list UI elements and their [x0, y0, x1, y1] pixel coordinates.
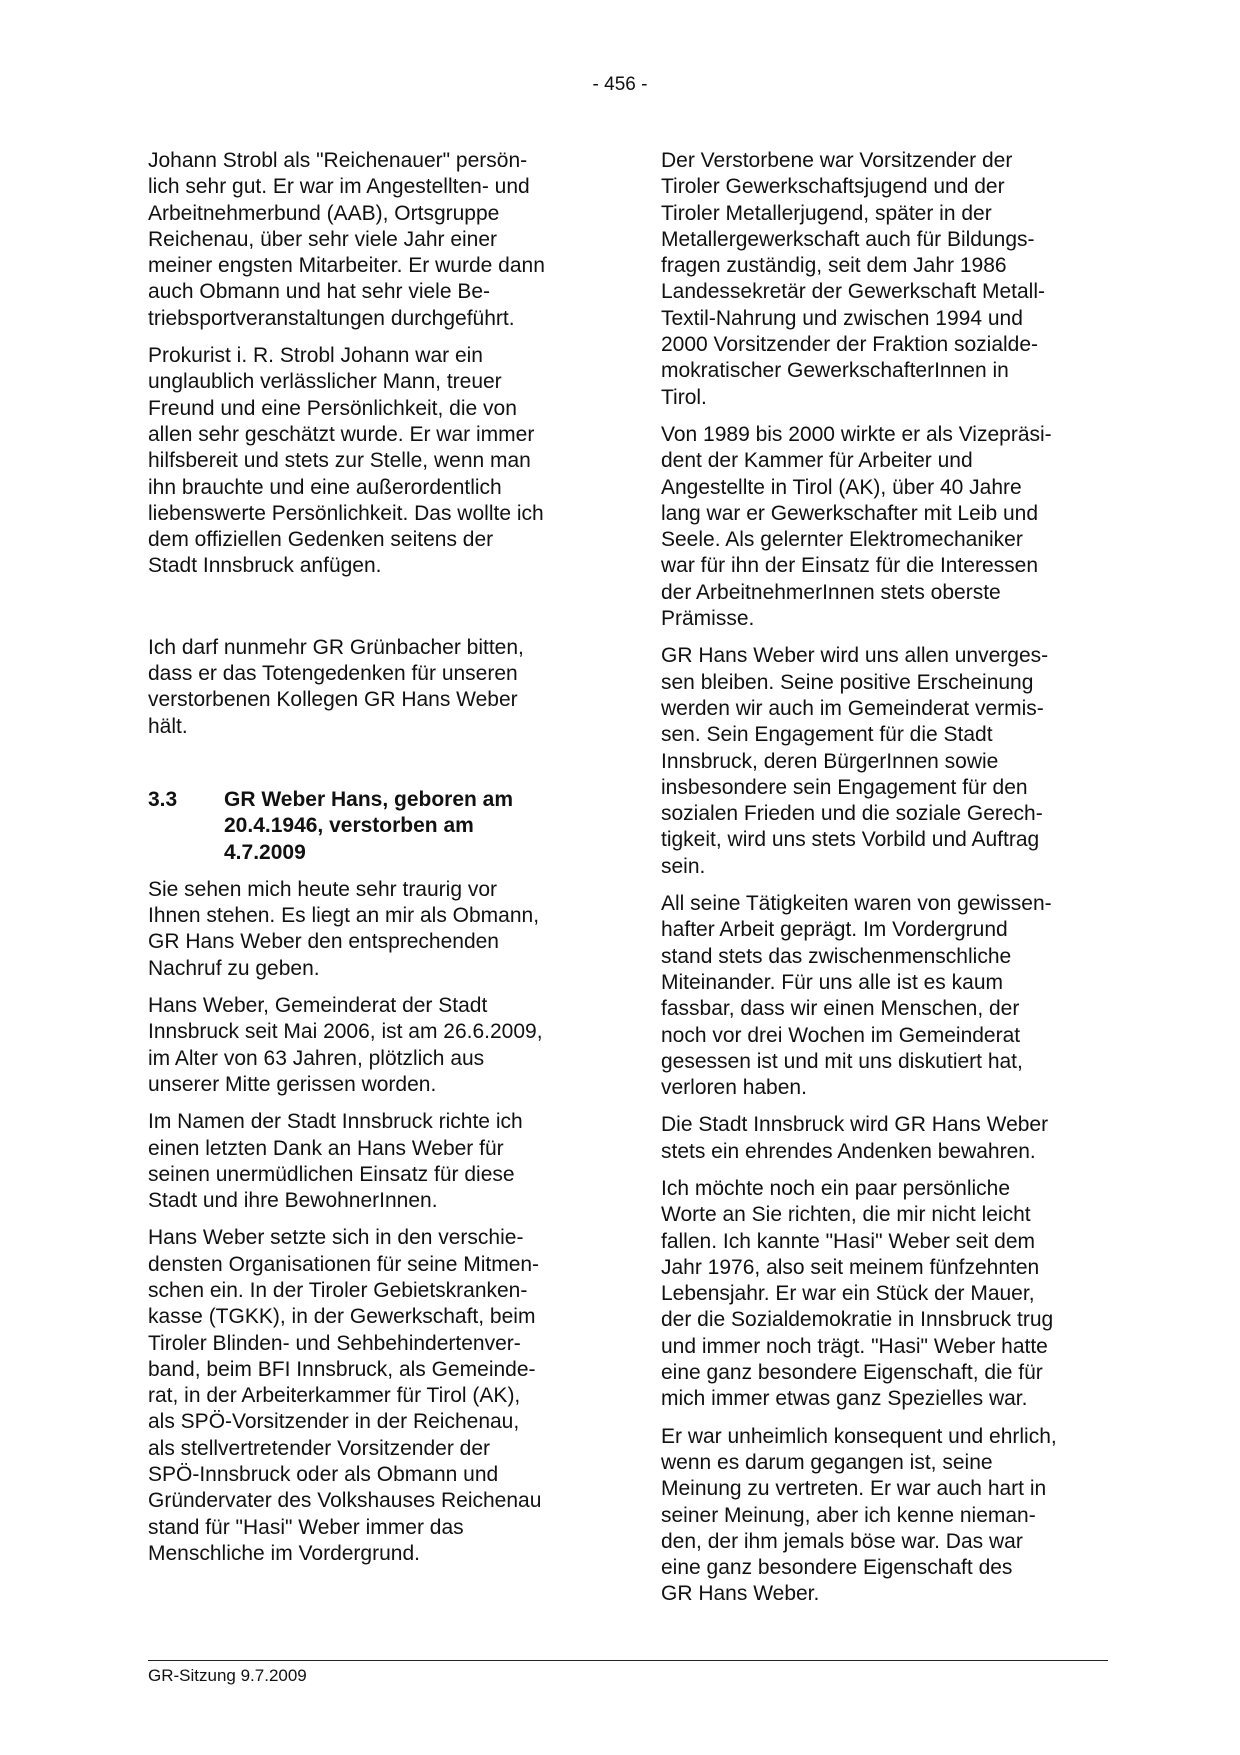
paragraph: Die Stadt Innsbruck wird GR Hans Weber stets ein ehrendes Andenken bewahren. — [661, 1113, 1049, 1163]
paragraph: Von 1989 bis 2000 wirkte er als Vizepräsi- dent der Kammer für Arbeiter und Angestellte in Tirol (AK), über 40 Jahre lang war er Gewerkschafter mit Leib und Seele. Als gelernter Elektromechaniker war für ihn der Einsatz für die Interessen der ArbeitnehmerInnen stets oberste Prämisse. — [661, 422, 1052, 631]
paragraph: Im Namen der Stadt Innsbruck richte ich einen letzten Dank an Hans Weber für seinen unermüdlichen Einsatz für diese Stadt und ihre BewohnerInnen. — [148, 1110, 523, 1213]
right-column — [661, 148, 1106, 1619]
section-number: 3.3 — [148, 787, 178, 811]
spacer — [148, 591, 593, 635]
paragraph: Ich möchte noch ein paar persönliche Worte an Sie richten, die mir nicht leicht fallen. Ich kannte "Hasi" Weber seit dem Jahr 1976, also seit meinem fünfzehnten Lebensjahr. Er war ein Stück der Mauer, der die Sozialdemokratie in Innsbruck trug und immer noch trägt. "Hasi" Weber hatte eine ganz besondere Eigenschaft, die für mich immer etwas ganz Spezielles war. — [661, 1176, 1054, 1411]
paragraph: GR Hans Weber wird uns allen unverges- sen bleiben. Seine positive Erscheinung werden wir auch im Gemeinderat vermis- sen. Sein Engagement für die Stadt Innsbruck, deren BürgerInnen sowie insbesondere sein Engagement für den sozialen Frieden und die soziale Gerech- tigkeit, wird uns stets Vorbild und Auftrag sein. — [661, 644, 1049, 878]
footer-divider — [148, 1660, 1108, 1661]
footer-session-label: GR-Sitzung 9.7.2009 — [148, 1666, 307, 1685]
section-title: GR Weber Hans, geboren am 20.4.1946, verstorben am 4.7.2009 — [224, 787, 514, 864]
section-heading — [148, 787, 593, 866]
paragraph: Hans Weber, Gemeinderat der Stadt Innsbruck seit Mai 2006, ist am 26.6.2009, im Alter von 63 Jahren, plötzlich aus unserer Mitte gerissen worden. — [148, 994, 543, 1096]
paragraph: Prokurist i. R. Strobl Johann war ein unglaublich verlässlicher Mann, treuer Freund und eine Persönlichkeit, die von allen sehr geschätzt wurde. Er war immer hilfsbereit und stets zur Stelle, wenn man ihn brauchte und eine außerordentlich liebenswerte Persönlichkeit. Das wollte ich dem offiziellen Gedenken seitens der Stadt Innsbruck anfügen. — [148, 344, 544, 578]
paragraph: Sie sehen mich heute sehr traurig vor Ihnen stehen. Es liegt an mir als Obmann, GR Hans Weber den entsprechenden Nachruf zu geben. — [148, 877, 540, 980]
paragraph: Der Verstorbene war Vorsitzender der Tiroler Gewerkschaftsjugend und der Tiroler Metallerjugend, später in der Metallergewerkschaft auch für Bildungs- fragen zuständig, seit dem Jahr 1986 Landessekretär der Gewerkschaft Metall- Textil-Nahrung und zwischen 1994 und 2000 Vorsitzender der Fraktion sozialde- mokratischer GewerkschafterInnen in Tirol. — [661, 149, 1045, 409]
spacer — [148, 751, 593, 787]
paragraph: Johann Strobl als "Reichenauer" persön- lich sehr gut. Er war im Angestellten- und Arbeitnehmerbund (AAB), Ortsgruppe Reichenau, über sehr viele Jahr einer meiner engsten Mitarbeiter. Er wurde dann auch Obmann und hat sehr viele Be- triebsportveranstaltungen durchgeführt. — [148, 149, 545, 330]
left-column — [148, 148, 593, 1578]
paragraph: Ich darf nunmehr GR Grünbacher bitten, dass er das Totengedenken für unseren verstorbenen Kollegen GR Hans Weber hält. — [148, 635, 524, 738]
page-number: - 456 - — [592, 74, 648, 95]
paragraph: Er war unheimlich konsequent und ehrlich, wenn es darum gegangen ist, seine Meinung zu vertreten. Er war auch hart in seiner Meinung, aber ich kenne nieman- den, der ihm jemals böse war. Das war eine ganz besondere Eigenschaft des GR Hans Weber. — [661, 1424, 1057, 1606]
paragraph: All seine Tätigkeiten waren von gewissen- hafter Arbeit geprägt. Im Vordergrund stand stets das zwischenmenschliche Miteinander. Für uns alle ist es kaum fassbar, dass wir einen Menschen, der noch vor drei Wochen im Gemeinderat gesessen ist und mit uns diskutiert hat, verloren haben. — [661, 892, 1052, 1100]
paragraph: Hans Weber setzte sich in den verschie- densten Organisationen für seine Mitmen- schen ein. In der Tiroler Gebietskranken- kasse (TGKK), in der Gewerkschaft, beim Tiroler Blinden- und Sehbehindertenver- band, beim BFI Innsbruck, als Gemeinde- rat, in der Arbeiterkammer für Tirol (AK), als SPÖ-Vorsitzender in der Reichenau, als stellvertretender Vorsitzender der SPÖ-Innsbruck oder als Obmann und Gründervater des Volkshauses Reichenau stand für "Hasi" Weber immer das Menschliche im Vordergrund. — [148, 1226, 542, 1565]
